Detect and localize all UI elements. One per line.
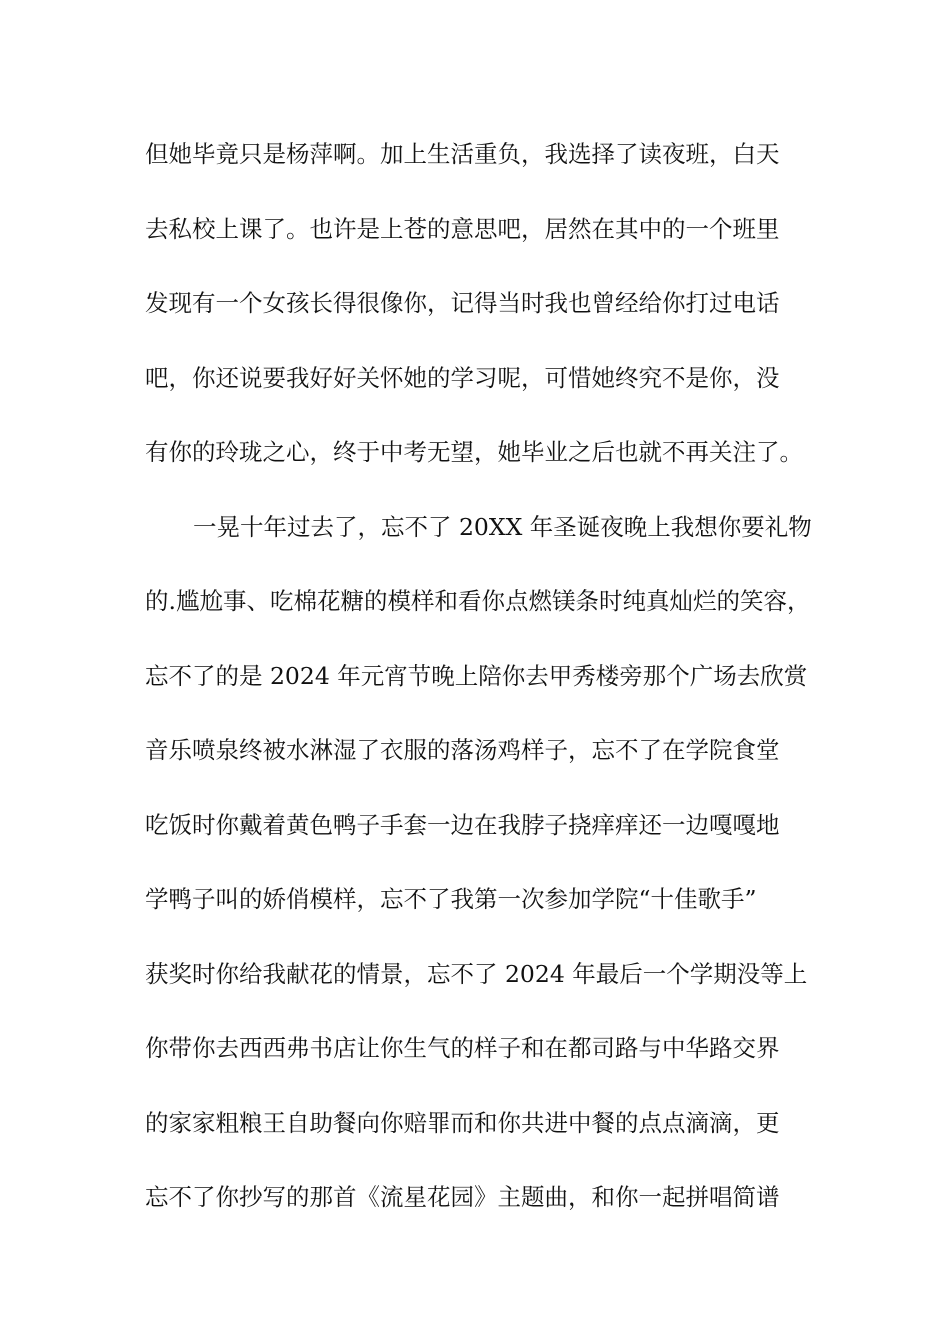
text-line: 去私校上课了。也许是上苍的意思吧，居然在其中的一个班里 xyxy=(145,214,780,243)
text-line: 的.尴尬事、吃棉花糖的模样和看你点燃镁条时纯真灿烂的笑容， xyxy=(145,587,811,615)
paragraph-first-line: 一晃十年过去了，忘不了 20XX 年圣诞夜晚上我想你要礼物 xyxy=(193,512,812,541)
text-line: 发现有一个女孩长得很像你，记得当时我也曾经给你打过电话 xyxy=(145,289,780,317)
text-line: 吧，你还说要我好好关怀她的学习呢，可惜她终究不是你，没 xyxy=(145,363,780,392)
text-line: 忘不了的是 2024 年元宵节晚上陪你去甲秀楼旁那个广场去欣赏 xyxy=(145,661,808,690)
text-line: 音乐喷泉终被水淋湿了衣服的落汤鸡样子，忘不了在学院食堂 xyxy=(145,736,780,764)
text-line: 获奖时你给我献花的情景，忘不了 2024 年最后一个学期没等上 xyxy=(145,959,808,988)
text-line: 忘不了你抄写的那首《流星花园》主题曲，和你一起拼唱简谱 xyxy=(145,1183,780,1211)
text-line: 学鸭子叫的娇俏模样，忘不了我第一次参加学院“十佳歌手” xyxy=(145,885,757,913)
text-line: 有你的玲珑之心，终于中考无望，她毕业之后也就不再关注了。 xyxy=(145,438,803,466)
text-line: 但她毕竟只是杨萍啊。加上生活重负，我选择了读夜班，白天 xyxy=(145,140,780,168)
text-line: 吃饭时你戴着黄色鸭子手套一边在我脖子挠痒痒还一边嘎嘎地 xyxy=(145,810,780,839)
text-line: 你带你去西西弗书店让你生气的样子和在都司路与中华路交界 xyxy=(145,1034,780,1062)
body-text xyxy=(145,130,815,1248)
text-line: 的家家粗粮王自助餐向你赔罪而和你共进中餐的点点滴滴，更 xyxy=(145,1108,780,1137)
